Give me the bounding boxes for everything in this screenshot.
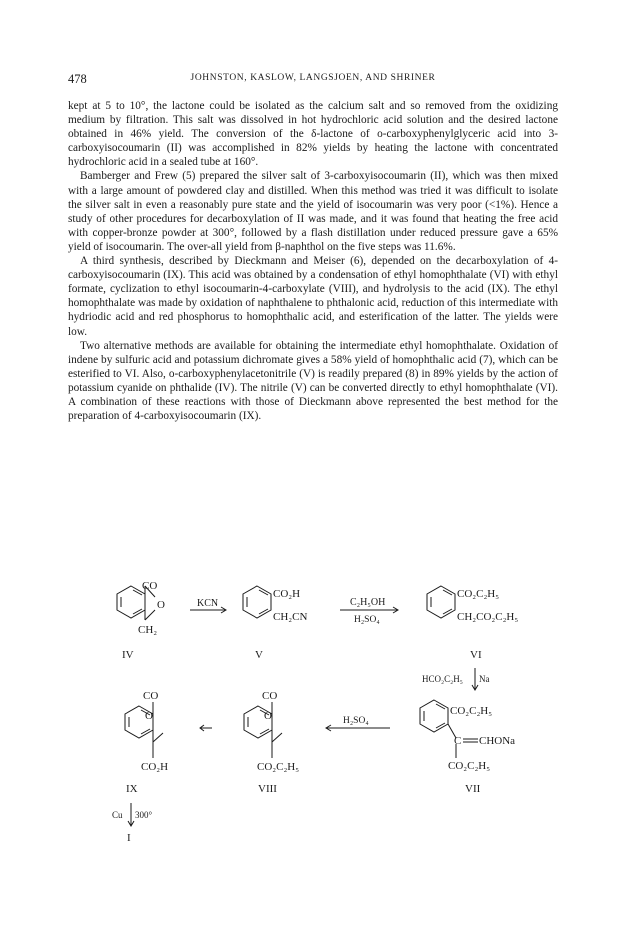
paragraph: Two alternative methods are available for obtaining the intermediate ethyl homophthalate. Oxidation of indene by sulfuric acid and potassium dichromate gives a 58% yield of homophthalic acid (7), which can be esterified to VI. Also, o-carboxyphenylacetonitrile (V) is readily prepared (8) in 89% yields by the action of potassium cyanide on phthalide (IV). The nitrile (V) can be converted directly to ethyl homophthalate (VI). A combination of these reactions with those of Dieckmann above represented the best method for the preparation of 4-carboxyisocoumarin (IX).: [68, 339, 558, 423]
iv-ch2: CH₂: [138, 624, 158, 636]
reagent-temperature: 300°: [135, 810, 153, 820]
vi-ester: CO₂C₂H₅: [457, 588, 500, 600]
paragraph: A third synthesis, described by Dieckmann and Meiser (6), depended on the decarboxylation of 4-carboxyisocoumarin (IX). This acid was obtained by a condensation of ethyl homophthalate (VI) with ethyl formate, cyclization to ethyl isocoumarin-4-carboxylate (VIII), and hydrolysis to the acid (IX). The ethyl homophthalate was made by oxidation of naphthalene to phthalonic acid, reduction of this intermediate with hydriodic acid and red phosphorus to homophthalic acid, and esterification of the latter. The yields were low.: [68, 255, 558, 338]
compound-viii-structure: [244, 702, 282, 758]
reagent-h2so4: H₂SO₄: [354, 615, 380, 625]
page-number: 478: [68, 72, 87, 86]
reagent-formate: HCO₂C₂H₅: [422, 674, 463, 684]
paragraph: Bamberger and Frew (5) prepared the silver salt of 3-carboxyisocoumarin (II), which was then mixed with a large amount of powdered clay and distilled. When this method was tried it was difficult to isolate the silver salt in even a reasonably pure state and the yield of isocoumarin was very poor (<1%). Hence a study of other procedures for decarboxylation of II was made, and it was found that heating the free acid with copper-bronze powder at 300°, followed by a flash distillation under reduced pressure gave a 65% yield of isocoumarin. The over-all yield from β-naphthol on the five steps was 11.6%.: [68, 170, 558, 253]
ix-o: O: [145, 710, 153, 722]
vii-ester-top: CO₂C₂H₅: [450, 705, 493, 717]
reagent-sodium: Na: [479, 674, 490, 684]
vii-label: VII: [465, 783, 481, 795]
viii-ester: CO₂C₂H₅: [257, 761, 300, 773]
compound-vi-structure: [427, 586, 455, 618]
reagent-ethanol: C₂H₅OH: [350, 597, 386, 608]
reagent-cyclization: H₂SO₄: [343, 716, 369, 726]
v-co2h: CO₂H: [273, 588, 301, 600]
v-label: V: [255, 649, 263, 661]
reagent-kcn: KCN: [197, 598, 219, 609]
v-ch2cn: CH₂CN: [273, 611, 308, 623]
compound-v-structure: [243, 586, 271, 618]
ix-co: CO: [143, 690, 159, 702]
ix-label: IX: [126, 783, 138, 795]
compound-ix-structure: [125, 702, 163, 758]
vi-ch2-ester: CH₂CO₂C₂H₅: [457, 611, 519, 623]
viii-label: VIII: [258, 783, 277, 795]
paragraph: kept at 5 to 10°, the lactone could be isolated as the calcium salt and so removed from the oxidizing medium by filtration. This salt was dissolved in hot hydrochloric acid solution and the desired lactone obtained in 46% yield. The conversion of the δ-lactone of o-carboxyphenylglyceric acid into 3-carboxyisocoumarin (II) was accomplished in 82% yields by heating the lactone with concentrated hydrochloric acid in a sealed tube at 160°.: [68, 100, 558, 169]
vii-carbon: C: [454, 735, 462, 747]
running-head: JOHNSTON, KASLOW, LANGSJOEN, AND SHRINER: [190, 73, 436, 83]
ix-co2h: CO₂H: [141, 761, 169, 773]
vii-chona: CHONa: [479, 735, 516, 747]
viii-o: O: [264, 710, 272, 722]
iv-co: CO: [142, 580, 158, 592]
vii-ester-bottom: CO₂C₂H₅: [448, 760, 491, 772]
iv-o: O: [157, 599, 165, 611]
iv-label: IV: [122, 649, 134, 661]
reagent-copper: Cu: [112, 810, 123, 820]
vi-label: VI: [470, 649, 482, 661]
viii-co: CO: [262, 690, 278, 702]
i-label: I: [127, 832, 131, 844]
